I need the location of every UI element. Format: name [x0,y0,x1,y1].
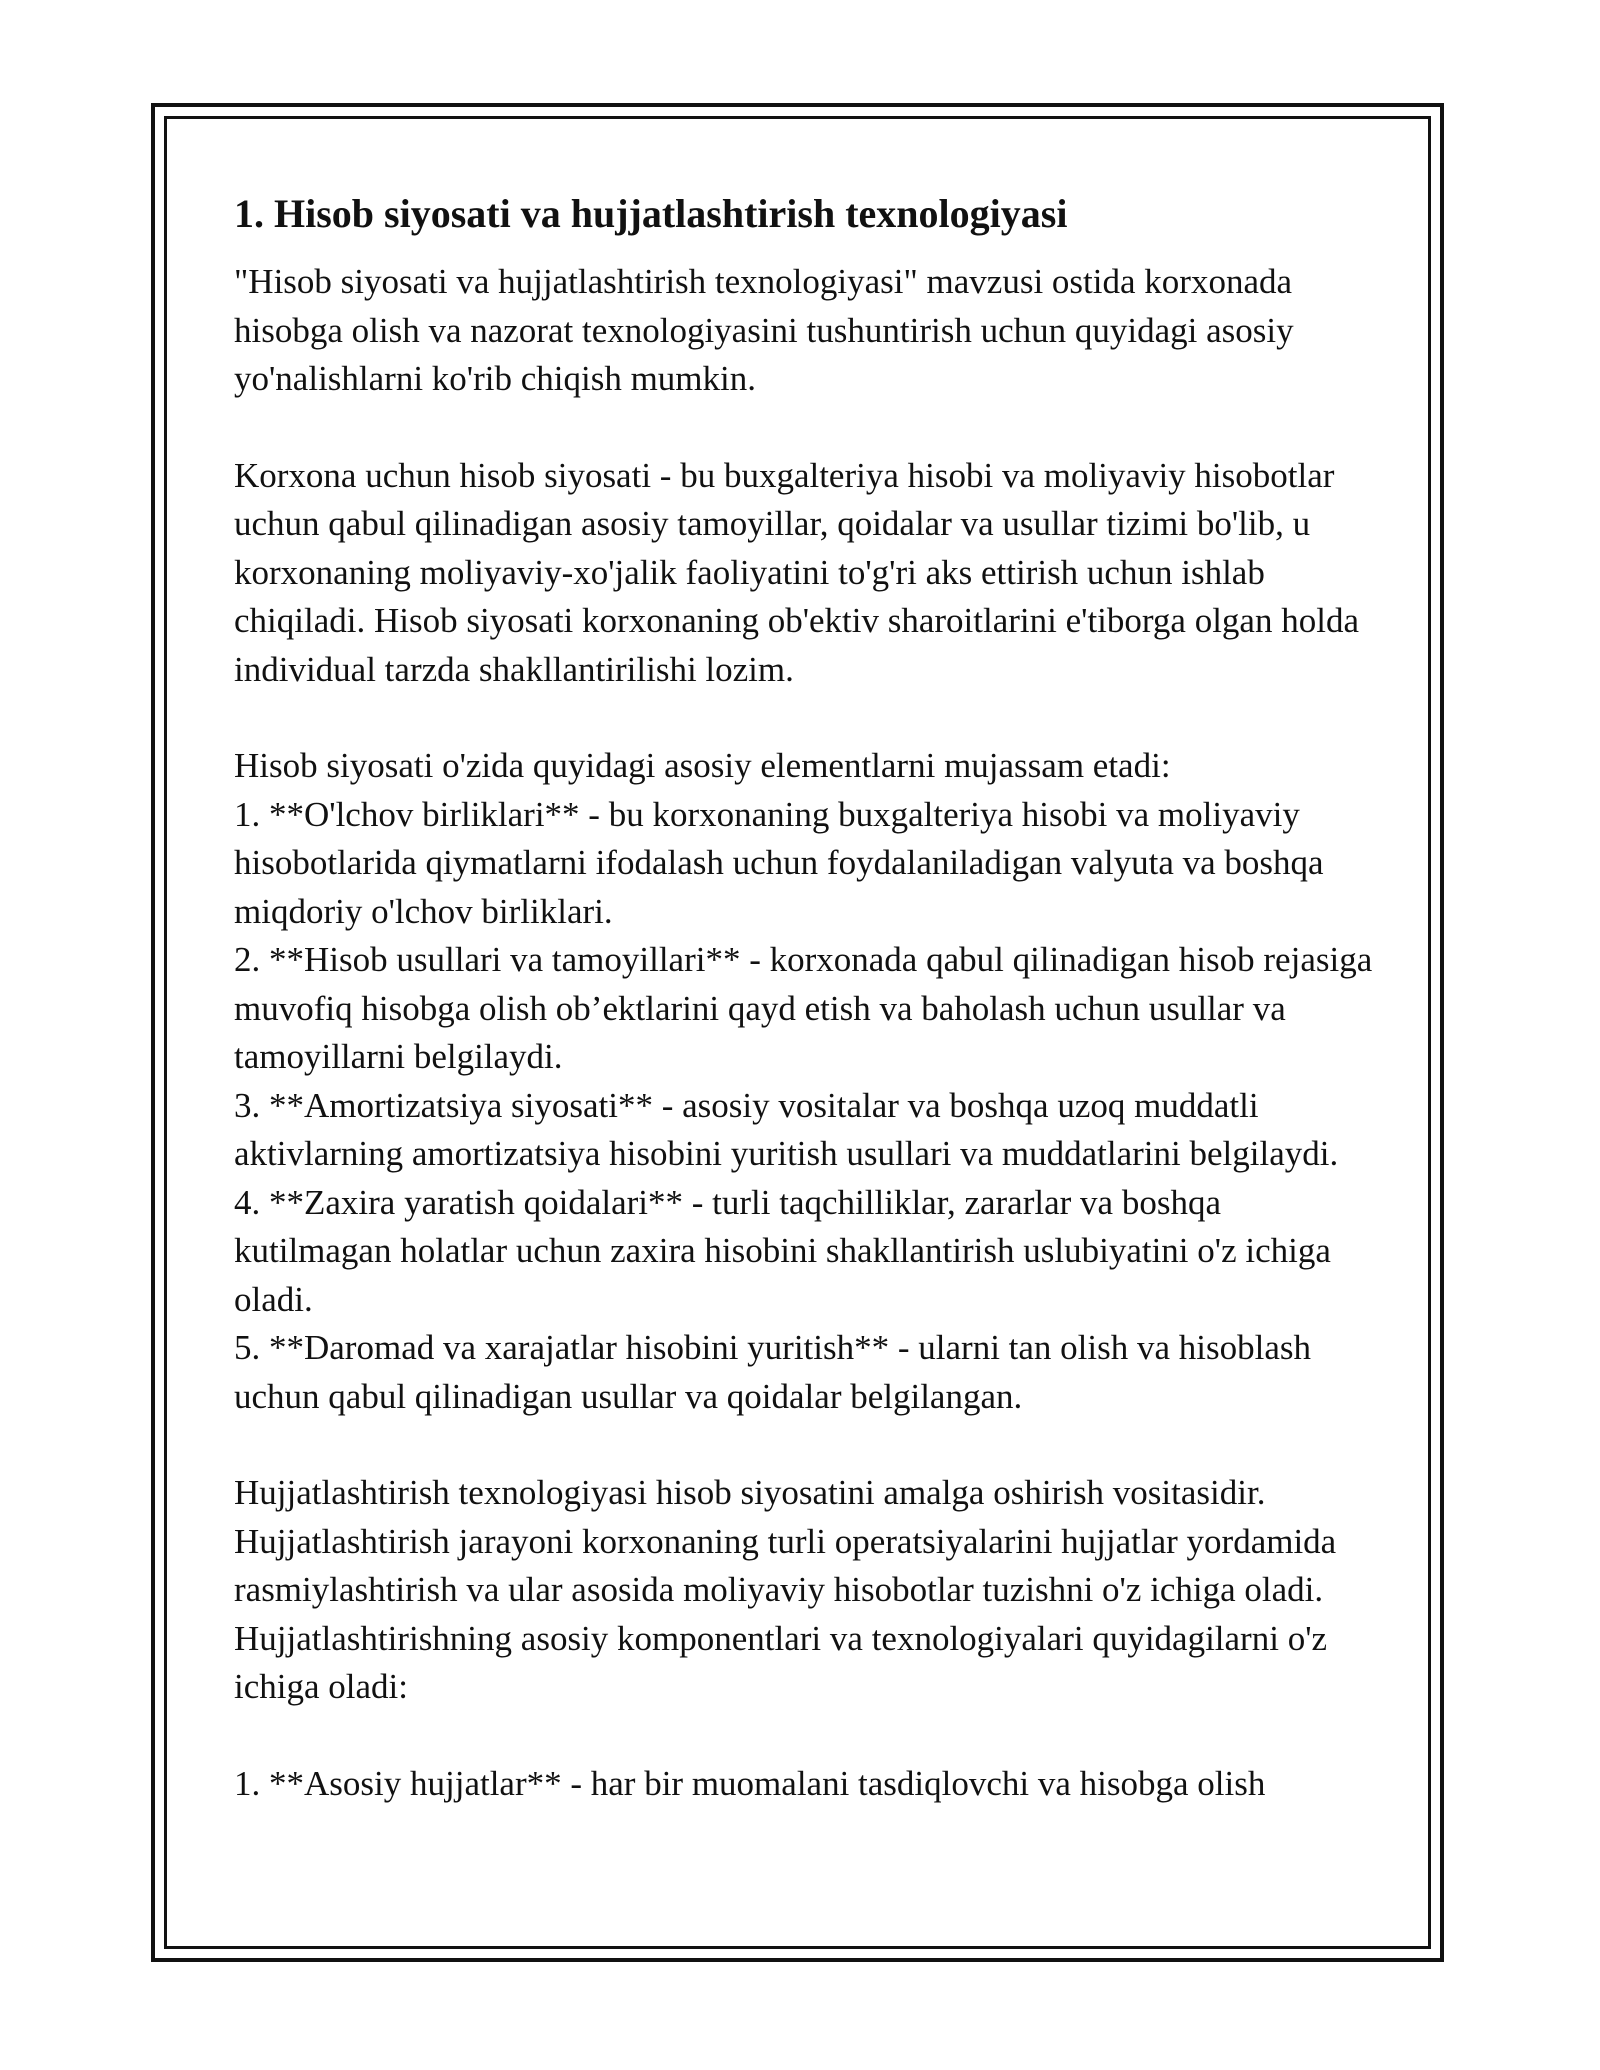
list-item: 1. **O'lchov birliklari** - bu korxonaning buxgalteriya hisobi va moliyaviy hisobotlarida qiymatlarni ifodalash uchun foydalaniladigan valyuta va boshqa miqdoriy o'lchov birliklari. [234,794,1324,931]
documentation-list [234,1760,1374,1809]
document-title: 1. Hisob siyosati va hujjatlashtirish texnologiyasi [234,191,1068,236]
elements-list [234,791,1374,1422]
document-body [234,186,1374,1808]
elements-intro: Hisob siyosati o'zida quyidagi asosiy elementlarni mujassam etadi: [234,746,1171,785]
intro-paragraph: "Hisob siyosati va hujjatlashtirish texnologiyasi" mavzusi ostida korxonada hisobga olish va nazorat texnologiyasini tushuntirish uchun quyidagi asosiy yo'nalishlarni ko'rib chiqish mumkin. [234,262,1294,398]
list-item: 4. **Zaxira yaratish qoidalari** - turli taqchilliklar, zararlar va boshqa kutilmagan holatlar uchun zaxira hisobini shakllantirish uslubiyatini o'z ichiga oladi. [234,1182,1331,1319]
list-item: 3. **Amortizatsiya siyosati** - asosiy vositalar va boshqa uzoq muddatli aktivlarning amortizatsiya hisobini yuritish usullari va muddatlarini belgilaydi. [234,1085,1339,1173]
policy-definition-paragraph: Korxona uchun hisob siyosati - bu buxgalteriya hisobi va moliyaviy hisobotlar uchun qabul qilinadigan asosiy tamoyillar, qoidalar va usullar tizimi bo'lib, u korxonaning moliyaviy-xo'jalik faoliyatini to'g'ri aks ettirish uchun ishlab chiqiladi. Hisob siyosati korxonaning ob'ektiv sharoitlarini e'tiborga olgan holda individual tarzda shakllantirilishi lozim. [234,455,1359,689]
list-item: 5. **Daromad va xarajatlar hisobini yuritish** - ularni tan olish va hisoblash uchun qabul qilinadigan usullar va qoidalar belgilangan. [234,1328,1312,1416]
documentation-intro-paragraph: Hujjatlashtirish texnologiyasi hisob siyosatini amalga oshirish vositasidir. Hujjatlashtirish jarayoni korxonaning turli operatsiyalarini hujjatlar yordamida rasmiylashtirish va ular asosida moliyaviy hisobotlar tuzishni o'z ichiga oladi. Hujjatlashtirishning asosiy komponentlari va texnologiyalari quyidagilarni o'z ichiga oladi: [234,1473,1337,1706]
list-item: 1. **Asosiy hujjatlar** - har bir muomalani tasdiqlovchi va hisobga olish [234,1763,1266,1803]
list-item: 2. **Hisob usullari va tamoyillari** - korxonada qabul qilinadigan hisob rejasiga muvofiq hisobga olish ob’ektlarini qayd etish va baholash uchun usullar va tamoyillarni belgilaydi. [234,940,1373,1076]
